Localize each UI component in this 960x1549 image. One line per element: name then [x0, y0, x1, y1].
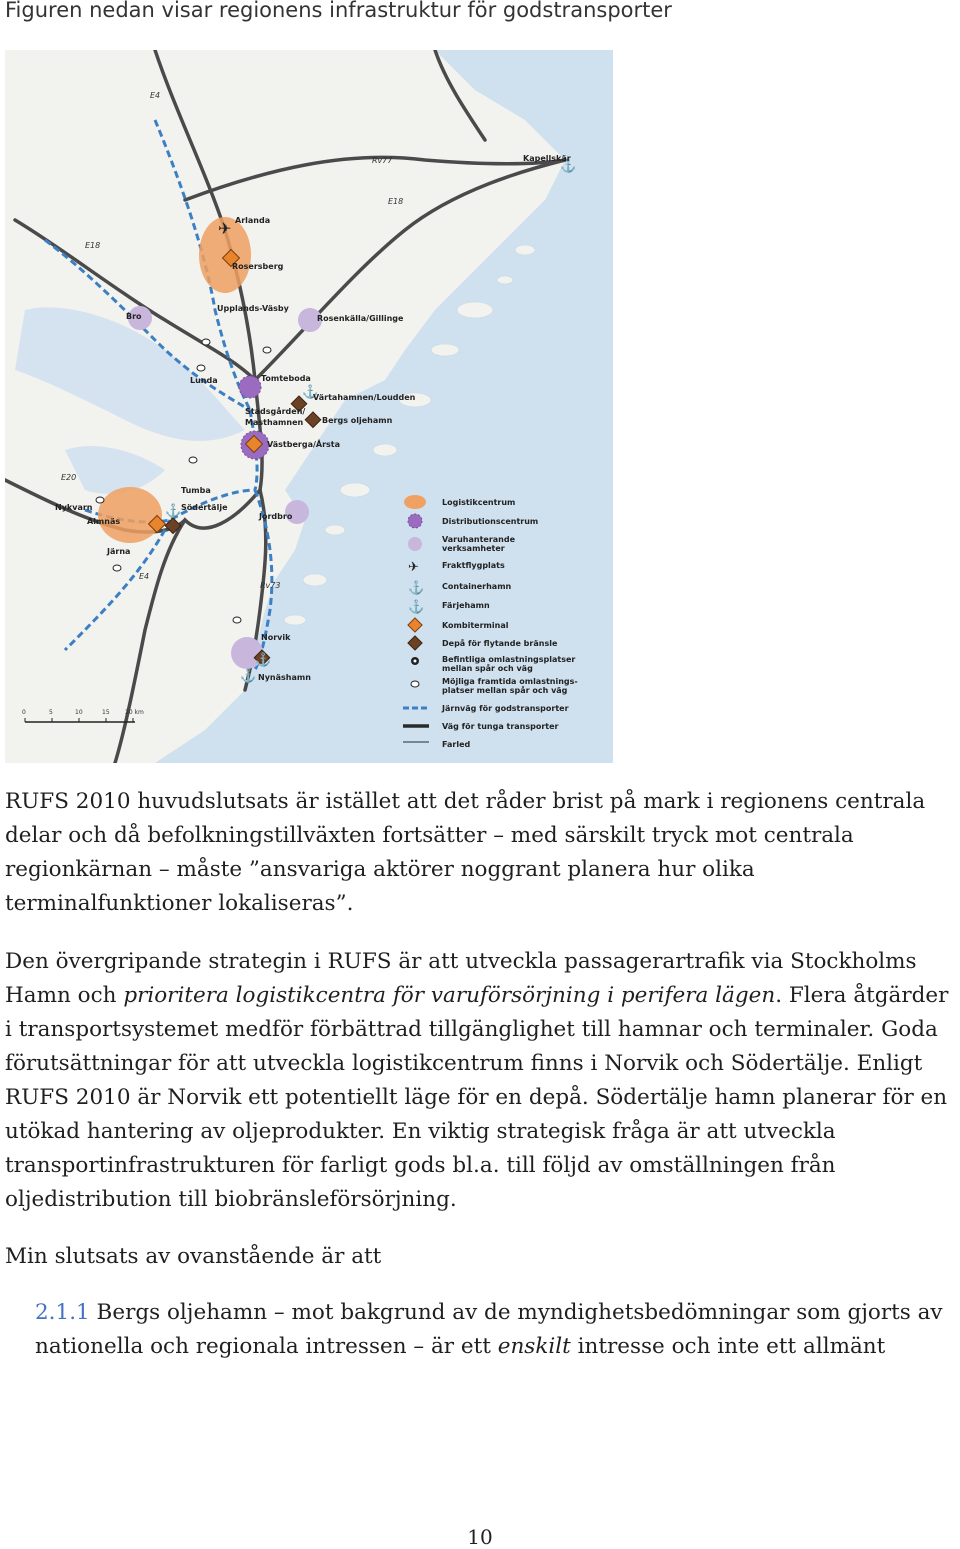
place-masthamnen: Masthamnen [245, 418, 304, 427]
legend-container-icon: ⚓ [408, 581, 425, 596]
paragraph-strategy-italic: prioritera logistikcentra för varuförsörjning i perifera lägen [123, 983, 776, 1008]
place-norvik: Norvik [261, 633, 291, 642]
legend-goods-2: verksamheter [442, 544, 505, 553]
legend-future-transfer-2: platser mellan spår och väg [442, 686, 568, 695]
distribution-tomteboda [239, 376, 261, 398]
legend-future-transfer-1: Möjliga framtida omlastnings- [442, 677, 578, 686]
place-kapellskar: Kapellskär [523, 154, 571, 163]
numbered-conclusion-italic: enskilt [497, 1334, 571, 1359]
legend-logistics: Logistikcentrum [442, 498, 516, 507]
legend-ferry-icon: ⚓ [408, 600, 425, 615]
road-label-rv77: Rv77 [372, 156, 393, 165]
paragraph-numbered-conclusion [35, 1296, 955, 1364]
legend-existing-transfer-1: Befintliga omlastningsplatser [442, 655, 576, 664]
transfer-point [197, 365, 205, 371]
logistics-almnas [98, 487, 162, 543]
legend-ferry: Färjehamn [442, 601, 490, 610]
legend-future-transfer-swatch [411, 681, 419, 687]
place-bro: Bro [126, 312, 142, 321]
legend-goods-swatch [408, 537, 422, 551]
road-label-e4-north: E4 [150, 91, 161, 100]
legend-airplane-icon: ✈ [408, 560, 419, 575]
legend-road: Väg för tunga transporter [442, 722, 559, 731]
paragraph-strategy-part-1: Den övergripande strategin i RUFS är att utveckla passagerartrafik via Stockholms Hamn och [5, 949, 917, 1008]
legend-kombiterminal: Kombiterminal [442, 621, 509, 630]
figure-caption: Figuren nedan visar regionens infrastruktur för godstransporter [5, 0, 672, 22]
anchor-icon-sodertalje: ⚓ [165, 504, 182, 519]
legend-existing-transfer-2: mellan spår och väg [442, 664, 533, 673]
numbered-conclusion-part-2: intresse och inte ett allmänt [570, 1334, 886, 1359]
place-tomteboda: Tomteboda [261, 374, 311, 383]
road-label-e18-north: E18 [388, 197, 404, 206]
airplane-icon: ✈ [218, 219, 232, 238]
page-number: 10 [467, 1525, 493, 1549]
paragraph-rufs-conclusion: RUFS 2010 huvudslutsats är istället att det råder brist på mark i regionens centrala delar och då befolkningstillväxten fortsätter – med särskilt tryck mot centrala regionkärnan – måste ”ansvariga aktörer noggrant planera hur olika terminalfunktioner lokaliseras”. [5, 789, 926, 916]
scale-label-10: 10 [75, 709, 83, 716]
place-upplands-vasby: Upplands-Väsby [217, 304, 289, 313]
infrastructure-map [5, 50, 613, 763]
place-almnas: Almnäs [87, 517, 121, 526]
anchor-icon-vartahamnen: ⚓ [302, 385, 319, 400]
paragraph-strategy [5, 945, 960, 1217]
place-arlanda: Arlanda [235, 216, 271, 225]
legend-depa: Depå för flytande bränsle [442, 639, 558, 648]
transfer-point [113, 565, 121, 571]
legend-distribution: Distributionscentrum [442, 517, 539, 526]
legend-rail: Järnväg för godstransporter [442, 704, 569, 713]
place-rosersberg: Rosersberg [232, 262, 284, 271]
anchor-icon-norvik: ⚓ [255, 653, 272, 668]
place-bergs: Bergs oljehamn [322, 416, 393, 425]
legend-airport: Fraktflygplats [442, 561, 505, 570]
anchor-icon-kapellskar: ⚓ [560, 159, 577, 174]
road-label-e4-south: E4 [139, 572, 150, 581]
place-vartahamnen: Värtahamnen/Loudden [313, 393, 416, 402]
scale-label-15: 15 [102, 709, 110, 716]
anchor-icon-nynashamn: ⚓ [240, 669, 257, 684]
section-number: 2.1.1 [35, 1300, 90, 1325]
legend-fairway: Farled [442, 740, 471, 749]
transfer-point [189, 457, 197, 463]
paragraph-strategy-part-2: . Flera åtgärder i transportsystemet medför förbättrad tillgänglighet till hamnar och terminaler. Goda förutsättningar för att utveckla logistikcentrum finns i Norvik och Södertälje. Enligt RUFS 2010 är Norvik ett potentiellt läge för en depå. Södertälje hamn planerar för en utökad hantering av oljeprodukter. En viktig strategisk fråga är att utveckla transportinfrastrukturen för farligt gods bl.a. till följd av omställningen från oljedistribution till biobränsleförsörjning. [5, 983, 949, 1212]
scale-label-5: 5 [49, 709, 53, 716]
place-nykvarn: Nykvarn [55, 503, 93, 512]
place-jordbro: Jordbro [259, 512, 293, 521]
place-tumba: Tumba [181, 486, 211, 495]
scale-label-0: 0 [22, 709, 26, 716]
place-vastberga: Västberga/Årsta [267, 440, 341, 449]
legend-distribution-swatch [408, 514, 422, 528]
road-label-e20: E20 [61, 473, 77, 482]
place-sodertalje: Södertälje [181, 503, 228, 512]
legend-goods-1: Varuhanterande [442, 535, 516, 544]
transfer-point [202, 339, 210, 345]
numbered-conclusion-part-1: Bergs oljehamn – mot bakgrund av de myndighetsbedömningar som gjorts av nationella och regionala intressen – är ett [35, 1300, 943, 1359]
place-jarna: Järna [107, 547, 131, 556]
legend-logistics-swatch [404, 495, 426, 509]
legend-container: Containerhamn [442, 582, 512, 591]
scale-label-20km: 20 km [125, 709, 144, 716]
paragraph-conclusion-intro: Min slutsats av ovanstående är att [5, 1244, 382, 1269]
place-stadsgarden: Stadsgården/ [245, 407, 306, 416]
place-nynashamn: Nynäshamn [258, 673, 311, 682]
transfer-point [233, 617, 241, 623]
transfer-point [263, 347, 271, 353]
transfer-point [96, 497, 104, 503]
road-label-rv73: Rv73 [260, 581, 281, 590]
place-lunda: Lunda [190, 376, 218, 385]
road-label-e18-west: E18 [85, 241, 101, 250]
place-rosenkalla: Rosenkälla/Gillinge [317, 314, 404, 323]
